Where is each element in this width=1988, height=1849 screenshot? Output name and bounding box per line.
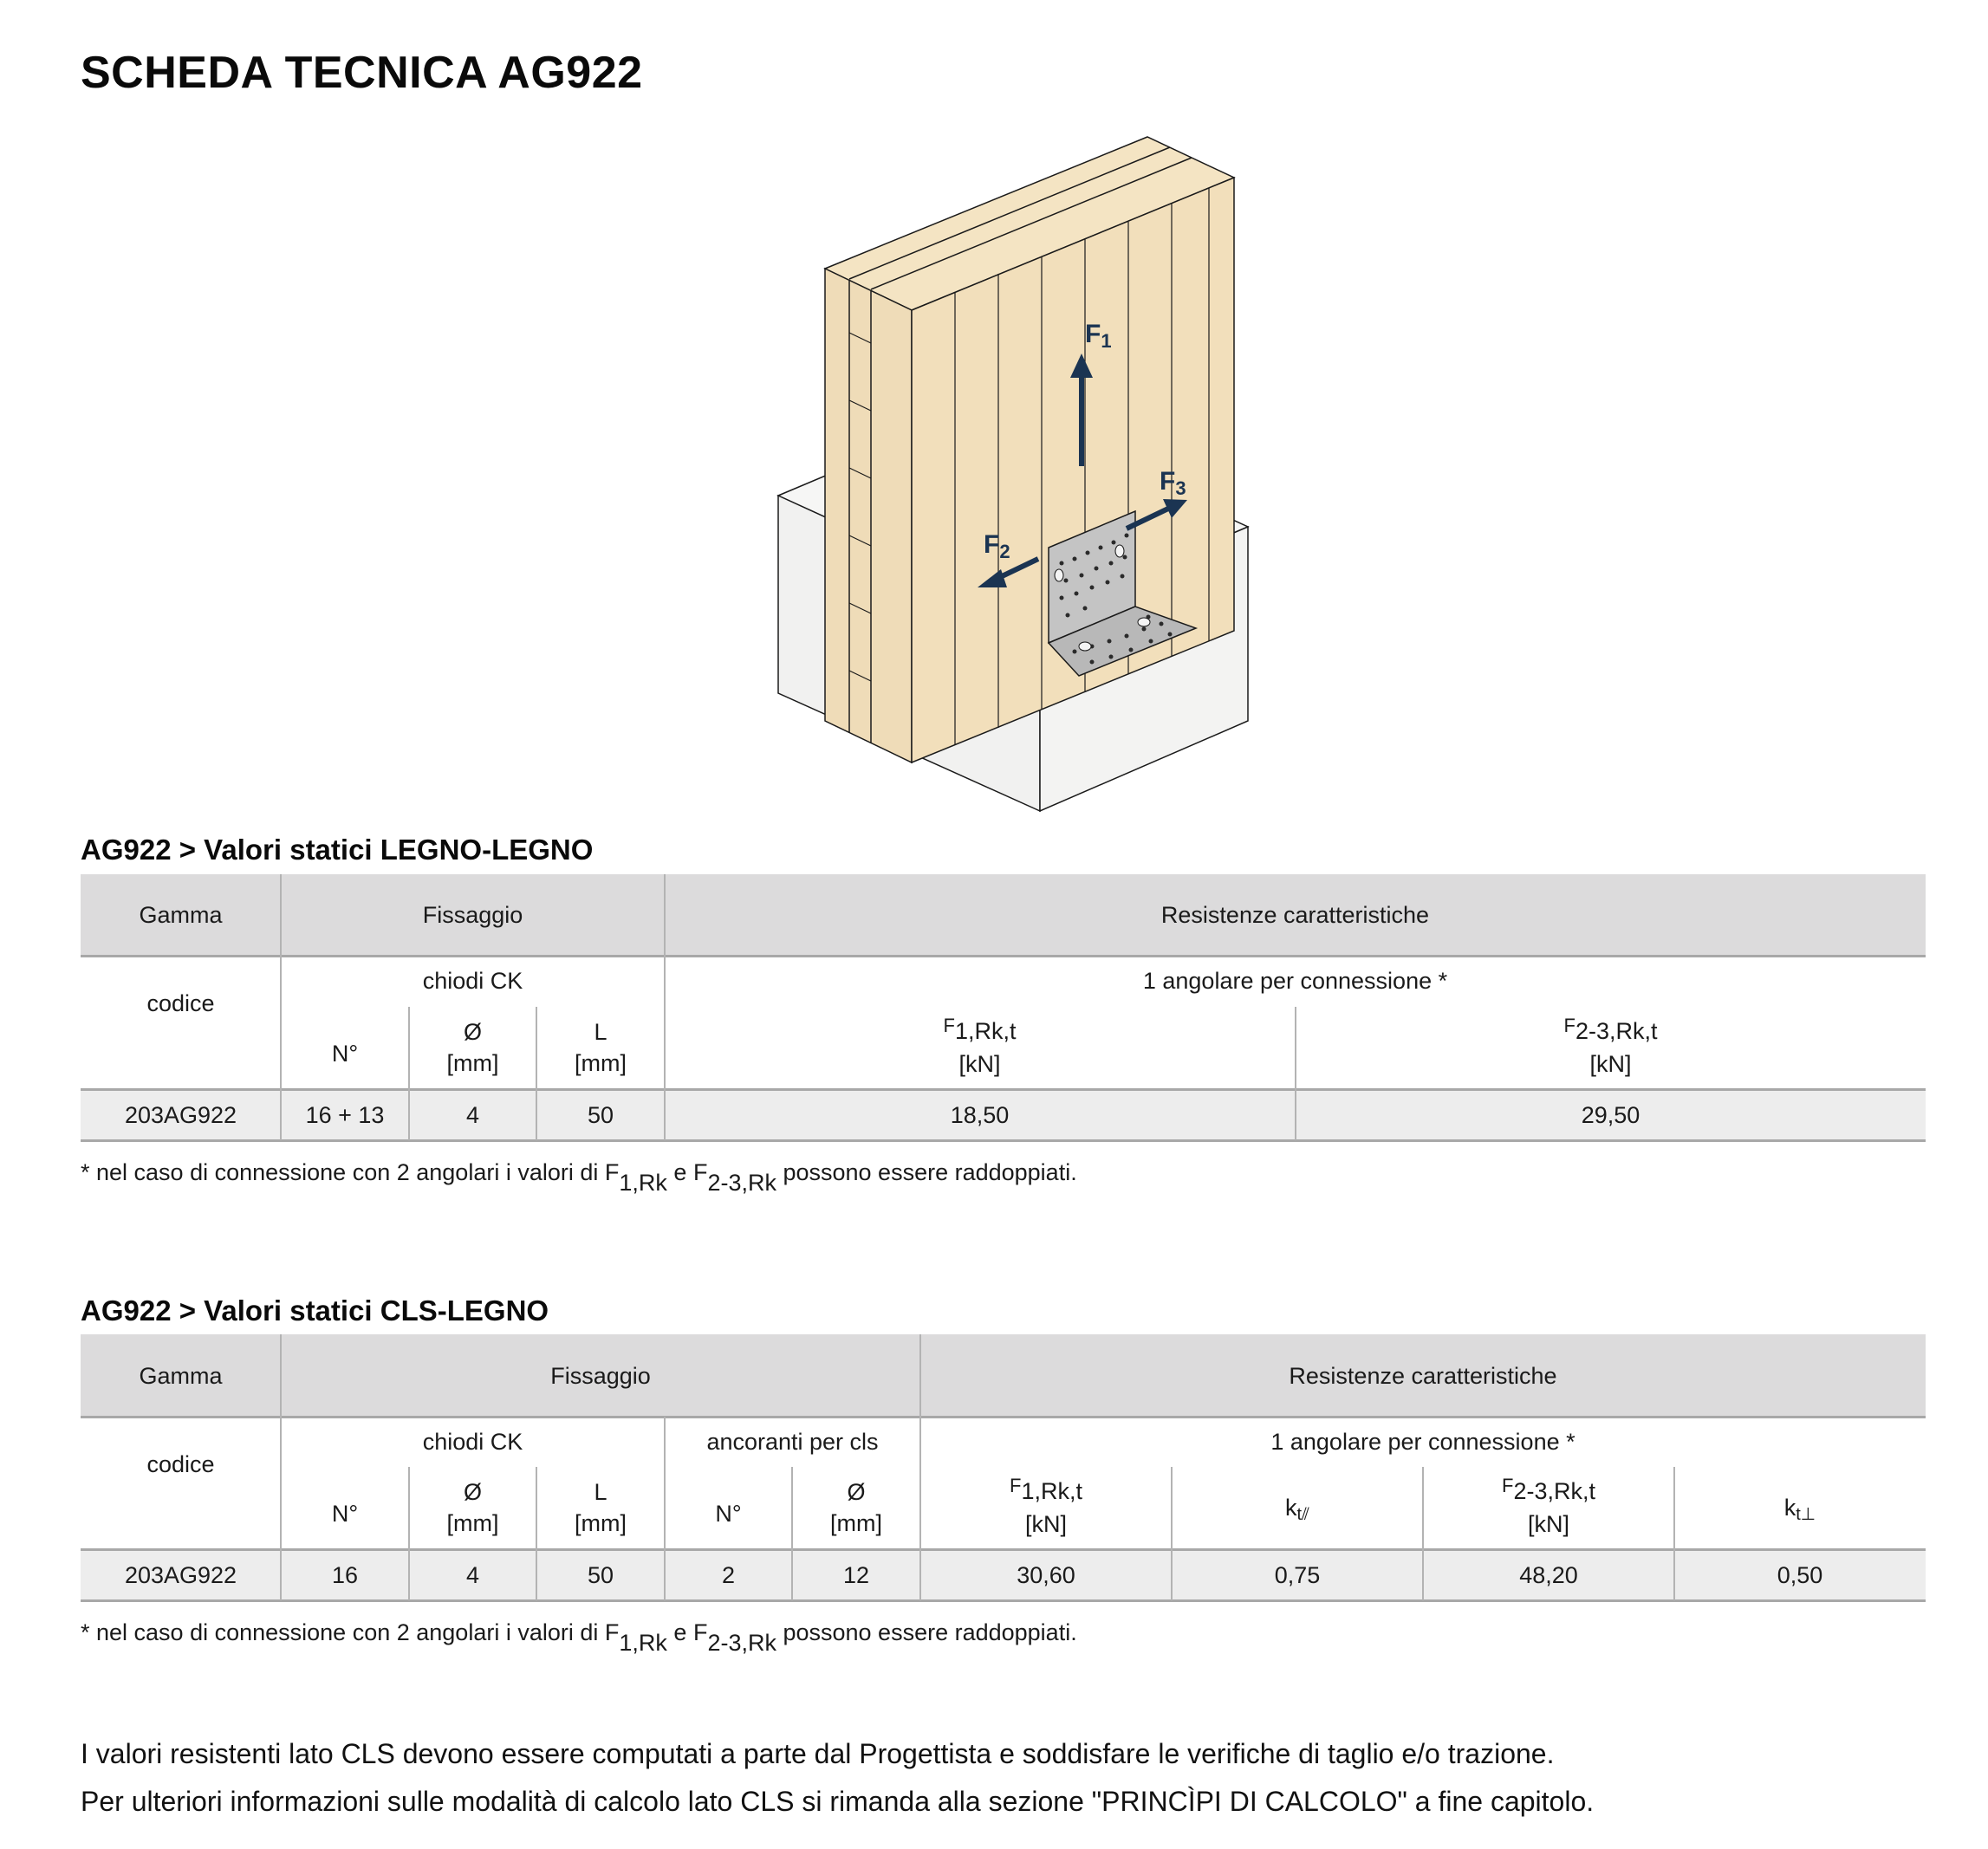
connection-illustration: [763, 121, 1265, 823]
diameter-unit: [mm]: [446, 1510, 499, 1536]
col-f1-rk-t: [665, 1007, 1295, 1088]
header-fissaggio: Fissaggio: [422, 902, 523, 928]
subheader-angolare: 1 angolare per connessione *: [1270, 1429, 1575, 1455]
header-resistenze: Resistenze caratteristiche: [1160, 902, 1430, 928]
table1-footnote: * nel caso di connessione con 2 angolari i valori di F1,Rk e F2-3,Rk possono essere raddoppiati.: [81, 1159, 1077, 1196]
cell-kt-perpendicular: 0,50: [1777, 1561, 1823, 1588]
cell-anchor-n: 2: [721, 1561, 736, 1588]
diameter-symbol: Ø: [463, 1479, 482, 1505]
f23-unit: [kN]: [1589, 1051, 1632, 1077]
force-label-f2: $F_2$: [984, 530, 1010, 562]
col-kt-perpendicular: k t⊥: [1783, 1495, 1816, 1524]
col-f23-rk-t: [1423, 1467, 1674, 1548]
subheader-codice: codice: [146, 990, 215, 1016]
diameter-unit: [mm]: [446, 1050, 499, 1076]
col-length: [536, 1467, 665, 1548]
col-diameter: [409, 1467, 536, 1548]
subheader-codice: codice: [146, 1451, 215, 1477]
length-unit: [mm]: [575, 1050, 627, 1076]
col-anchor-n: N°: [715, 1501, 742, 1527]
f23-rk-t-label: $^F$2-3,Rk,t: [1502, 1475, 1595, 1504]
notes-paragraph: [81, 1730, 1594, 1826]
subheader-chiodi-ck: chiodi CK: [422, 968, 523, 994]
cell-codice: 203AG922: [124, 1561, 237, 1588]
header-resistenze: Resistenze caratteristiche: [1289, 1362, 1557, 1389]
table2-footnote: * nel caso di connessione con 2 angolari i valori di F1,Rk e F2-3,Rk possono essere raddoppiati.: [81, 1619, 1077, 1656]
col-f1-rk-t: [920, 1467, 1172, 1548]
force-label-f1: $F_1$: [1085, 320, 1112, 352]
cell-diameter: 4: [465, 1101, 480, 1128]
col-n: N°: [331, 1501, 359, 1527]
cell-n: 16 + 13: [305, 1101, 385, 1128]
col-n: N°: [331, 1041, 359, 1067]
f1-unit: [kN]: [958, 1051, 1001, 1077]
table-legno-legno: [81, 874, 1926, 1143]
subheader-chiodi-ck: chiodi CK: [422, 1429, 523, 1455]
f1-rk-t-label: $^F$1,Rk,t: [1010, 1475, 1082, 1504]
f23-unit: [kN]: [1527, 1511, 1569, 1537]
cell-f1: 18,50: [950, 1101, 1010, 1128]
col-f23-rk-t: [1296, 1007, 1926, 1088]
f23-rk-t-label: $^F$2-3,Rk,t: [1563, 1015, 1658, 1044]
cell-f23: 48,20: [1519, 1561, 1578, 1588]
subheader-ancoranti: ancoranti per cls: [706, 1429, 879, 1455]
header-gamma: Gamma: [139, 1362, 223, 1389]
col-length: [536, 1007, 665, 1088]
note-line-1: I valori resistenti lato CLS devono essere computati a parte dal Progettista e soddisfare le verifiche di taglio e/o trazione.: [81, 1738, 1555, 1769]
table1-heading: AG922 > Valori statici LEGNO-LEGNO: [81, 834, 594, 866]
cell-f23: 29,50: [1581, 1101, 1640, 1128]
table-cls-legno: [81, 1334, 1926, 1603]
length-unit: [mm]: [575, 1510, 627, 1536]
force-label-f3: $F_3$: [1160, 467, 1186, 499]
header-gamma: Gamma: [139, 902, 223, 928]
diameter-symbol: Ø: [463, 1019, 482, 1045]
cell-length: 50: [587, 1101, 614, 1128]
length-label: L: [594, 1019, 607, 1045]
table2-heading: AG922 > Valori statici CLS-LEGNO: [81, 1294, 549, 1327]
subheader-angolare: 1 angolare per connessione *: [1142, 968, 1448, 994]
header-fissaggio: Fissaggio: [550, 1362, 651, 1389]
note-line-2: Per ulteriori informazioni sulle modalità di calcolo lato CLS si rimanda alla sezione "PRINCÌPI DI CALCOLO" a fine capitolo.: [81, 1786, 1595, 1817]
cell-kt-parallel: 0,75: [1274, 1561, 1321, 1588]
cell-length: 50: [587, 1561, 614, 1588]
col-kt-parallel: k t⫽: [1285, 1495, 1309, 1524]
cell-f1: 30,60: [1017, 1561, 1075, 1588]
f1-unit: [kN]: [1024, 1511, 1067, 1537]
anchor-diameter-symbol: Ø: [847, 1479, 866, 1505]
col-diameter: [409, 1007, 536, 1088]
cell-diameter: 4: [465, 1561, 480, 1588]
cell-anchor-diameter: 12: [842, 1561, 870, 1588]
col-anchor-diameter: [792, 1467, 920, 1548]
cell-codice: 203AG922: [124, 1101, 237, 1128]
length-label: L: [594, 1479, 607, 1505]
f1-rk-t-label: $^F$1,Rk,t: [943, 1015, 1017, 1044]
anchor-diameter-unit: [mm]: [830, 1510, 882, 1536]
cell-n: 16: [331, 1561, 359, 1588]
page-title: SCHEDA TECNICA AG922: [81, 48, 643, 98]
